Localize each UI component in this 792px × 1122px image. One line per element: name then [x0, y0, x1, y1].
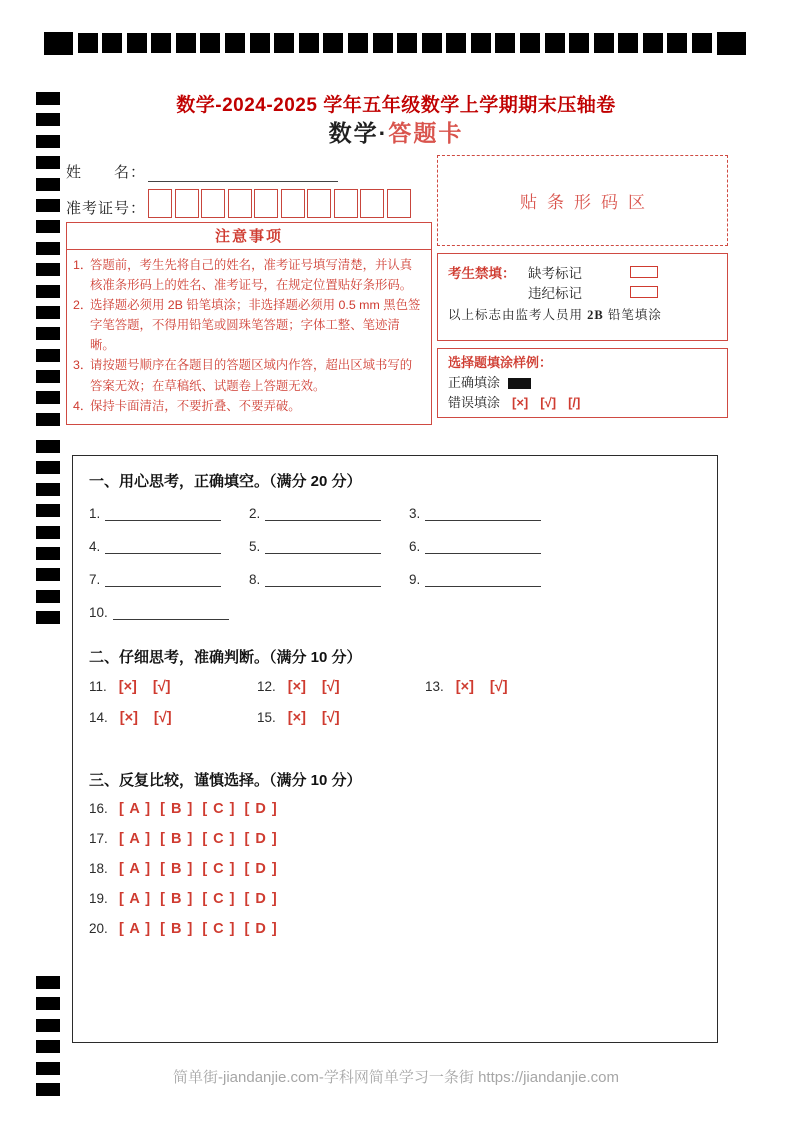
question-number: 1.	[89, 506, 101, 521]
judge-cross-option[interactable]: [×]	[287, 678, 306, 695]
timing-mark	[36, 391, 60, 404]
registration-mark	[643, 33, 663, 53]
answer-blank[interactable]	[105, 539, 221, 554]
timing-mark	[36, 526, 60, 539]
registration-mark	[545, 33, 565, 53]
name-input-line[interactable]	[148, 164, 338, 182]
exam-id-box[interactable]	[228, 189, 252, 218]
violation-mark-box[interactable]	[630, 286, 658, 298]
judge-check-option[interactable]: [√]	[152, 678, 171, 695]
registration-mark	[397, 33, 417, 53]
examiner-only-box	[437, 253, 728, 341]
correct-fill-row	[448, 373, 717, 393]
fill-blank-item	[249, 504, 409, 521]
answer-card-label: 答题卡	[388, 120, 464, 146]
option-a[interactable]: [ A ]	[119, 860, 152, 877]
notice-item-text: 保持卡面清洁，不要折叠、不要弄破。	[90, 398, 301, 413]
timing-mark	[36, 156, 60, 169]
answer-blank[interactable]	[425, 506, 541, 521]
answer-blank[interactable]	[105, 506, 221, 521]
registration-marks-row	[44, 31, 746, 55]
judge-check-option[interactable]: [√]	[321, 709, 340, 726]
answer-blank[interactable]	[265, 572, 381, 587]
question-number: 20.	[89, 921, 108, 936]
exam-id-box[interactable]	[334, 189, 358, 218]
examiner-only-title: 考生禁填：	[448, 266, 516, 281]
section2-heading: 二、仔细思考，准确判断。（满分 10 分）	[89, 649, 362, 666]
choice-item	[89, 920, 717, 937]
option-a[interactable]: [ A ]	[119, 830, 152, 847]
judge-cross-option[interactable]: [×]	[287, 709, 306, 726]
registration-mark	[667, 33, 687, 53]
timing-mark	[36, 976, 60, 989]
registration-mark	[618, 33, 638, 53]
timing-mark	[36, 199, 60, 212]
timing-mark	[36, 349, 60, 362]
timing-mark	[36, 220, 60, 233]
name-label: 姓 名：	[66, 164, 147, 181]
answer-blank[interactable]	[425, 572, 541, 587]
judge-check-option[interactable]: [√]	[153, 709, 172, 726]
judge-item	[89, 710, 257, 726]
exam-id-box[interactable]	[307, 189, 331, 218]
option-d[interactable]: [ D ]	[244, 890, 278, 907]
notice-item-text: 请按题号顺序在各题目的答题区域内作答，超出区域书写的答案无效；在草稿纸、试题卷上答题无效。	[90, 358, 413, 393]
question-number: 8.	[249, 572, 261, 587]
option-d[interactable]: [ D ]	[244, 830, 278, 847]
fill-blank-item	[249, 570, 409, 587]
timing-mark	[36, 568, 60, 581]
judge-item	[89, 679, 257, 695]
timing-mark	[36, 327, 60, 340]
absent-mark-box[interactable]	[630, 266, 658, 278]
question-number: 18.	[89, 861, 108, 876]
registration-mark	[422, 33, 442, 53]
option-c[interactable]: [ C ]	[202, 920, 236, 937]
fill-blank-item	[409, 504, 569, 521]
exam-id-box[interactable]	[201, 189, 225, 218]
registration-mark	[274, 33, 294, 53]
option-c[interactable]: [ C ]	[202, 830, 236, 847]
registration-mark	[299, 33, 319, 53]
blank-row	[89, 603, 717, 620]
student-info	[66, 161, 411, 225]
option-d[interactable]: [ D ]	[244, 860, 278, 877]
judge-row	[89, 678, 717, 695]
notice-item-number: 4．	[73, 398, 93, 413]
timing-mark	[36, 504, 60, 517]
registration-mark	[520, 33, 540, 53]
answer-blank[interactable]	[105, 572, 221, 587]
option-b[interactable]: [ B ]	[160, 800, 194, 817]
option-d[interactable]: [ D ]	[244, 800, 278, 817]
timing-mark	[36, 483, 60, 496]
question-number: 15.	[257, 710, 276, 725]
exam-id-box[interactable]	[387, 189, 411, 218]
registration-mark	[44, 32, 73, 55]
choice-item	[89, 830, 717, 847]
question-number: 14.	[89, 710, 108, 725]
correct-fill-label: 正确填涂	[448, 375, 501, 391]
registration-mark	[348, 33, 368, 53]
exam-id-box[interactable]	[254, 189, 278, 218]
notice-item	[73, 396, 423, 416]
card-title	[0, 115, 792, 148]
barcode-paste-area[interactable]	[437, 155, 728, 246]
exam-id-row	[66, 189, 411, 218]
wrong-fill-sample-check: [√]	[540, 395, 557, 411]
question-number: 16.	[89, 801, 108, 816]
question-number: 2.	[249, 506, 261, 521]
judge-check-option[interactable]: [√]	[489, 678, 508, 695]
fill-blank-item	[89, 537, 249, 554]
notice-item-number: 2．	[73, 298, 93, 313]
choice-item	[89, 800, 717, 817]
registration-mark	[495, 33, 515, 53]
answer-blank[interactable]	[265, 539, 381, 554]
blank-row	[89, 537, 717, 554]
option-a[interactable]: [ A ]	[119, 920, 152, 937]
notice-item-number: 1．	[73, 258, 93, 272]
timing-mark	[36, 242, 60, 255]
examiner-note-pencil: 2B	[587, 308, 604, 322]
question-number: 6.	[409, 539, 421, 554]
timing-mark	[36, 1019, 60, 1032]
exam-id-boxes[interactable]	[148, 189, 411, 218]
timing-mark	[36, 306, 60, 319]
registration-mark	[78, 33, 98, 53]
registration-mark	[200, 33, 220, 53]
notice-title: 注意事项	[67, 223, 431, 250]
exam-id-box[interactable]	[175, 189, 199, 218]
section3-heading: 三、反复比较，谨慎选择。（满分 10 分）	[89, 772, 362, 789]
notice-item-number: 3．	[73, 358, 93, 373]
exam-id-box[interactable]	[148, 189, 172, 218]
exam-id-label: 准考证号：	[66, 200, 147, 217]
question-number: 19.	[89, 891, 108, 906]
wrong-fill-sample-cross: [×]	[512, 395, 529, 411]
examiner-note-text: 以上标志由监考人员用	[448, 308, 584, 322]
question-number: 17.	[89, 831, 108, 846]
question-number: 5.	[249, 539, 261, 554]
choice-item	[89, 860, 717, 877]
question-number: 3.	[409, 506, 421, 521]
registration-mark	[127, 33, 147, 53]
registration-mark	[471, 33, 491, 53]
subject-label: 数学	[328, 120, 379, 146]
question-number: 4.	[89, 539, 101, 554]
timing-mark	[36, 461, 60, 474]
fill-sample-title: 选择题填涂样例：	[448, 355, 553, 370]
barcode-area-label: 贴条形码区	[520, 193, 655, 212]
timing-mark	[36, 263, 60, 276]
choice-item	[89, 890, 717, 907]
notice-items	[67, 250, 431, 416]
judge-item	[257, 710, 425, 726]
timing-mark	[36, 1040, 60, 1053]
registration-mark	[250, 33, 270, 53]
option-b[interactable]: [ B ]	[160, 860, 194, 877]
registration-mark	[692, 33, 712, 53]
fill-blank-item	[89, 504, 249, 521]
wrong-fill-row	[448, 393, 717, 413]
blank-row	[89, 504, 717, 521]
question-number: 10.	[89, 605, 108, 620]
fill-blank-item	[409, 537, 569, 554]
timing-mark	[36, 590, 60, 603]
answer-area-box	[72, 455, 718, 1043]
answer-blank[interactable]	[425, 539, 541, 554]
option-d[interactable]: [ D ]	[244, 920, 278, 937]
fill-sample-box	[437, 348, 728, 418]
registration-mark	[717, 32, 746, 55]
judge-cross-option[interactable]: [×]	[455, 678, 474, 695]
option-a[interactable]: [ A ]	[119, 800, 152, 817]
timing-mark	[36, 440, 60, 453]
violation-mark-label: 违纪标记	[528, 286, 582, 301]
judge-check-option[interactable]: [√]	[321, 678, 340, 695]
registration-mark	[102, 33, 122, 53]
judge-cross-option[interactable]: [×]	[119, 709, 138, 726]
examiner-note	[448, 305, 717, 323]
fill-blank-item	[89, 603, 249, 620]
footer-watermark: 简单街-jiandanjie.com-学科网简单学习一条街 https://jiandanjie.com	[173, 1069, 619, 1086]
question-number: 12.	[257, 679, 276, 694]
notice-box	[66, 222, 432, 425]
registration-mark	[446, 33, 466, 53]
notice-item	[73, 355, 423, 395]
option-c[interactable]: [ C ]	[202, 890, 236, 907]
correct-fill-sample-mark	[508, 378, 531, 389]
judge-item	[425, 679, 593, 695]
exam-id-box[interactable]	[281, 189, 305, 218]
absent-mark-label: 缺考标记	[528, 266, 582, 281]
timing-mark	[36, 997, 60, 1010]
judge-cross-option[interactable]: [×]	[118, 678, 137, 695]
fill-blank-item	[409, 570, 569, 587]
exam-id-box[interactable]	[360, 189, 384, 218]
examiner-note-text: 铅笔填涂	[607, 308, 662, 322]
judge-item	[257, 679, 425, 695]
section1-heading: 一、用心思考，正确填空。（满分 20 分）	[89, 473, 362, 490]
timing-mark	[36, 370, 60, 383]
name-row	[66, 161, 411, 182]
option-a[interactable]: [ A ]	[119, 890, 152, 907]
wrong-fill-sample-slash: [/]	[568, 395, 581, 411]
fill-blank-item	[89, 570, 249, 587]
registration-mark	[594, 33, 614, 53]
registration-mark	[225, 33, 245, 53]
timing-mark	[36, 413, 60, 426]
answer-blank[interactable]	[113, 605, 229, 620]
registration-mark	[373, 33, 393, 53]
option-c[interactable]: [ C ]	[202, 800, 236, 817]
registration-mark	[323, 33, 343, 53]
judge-row	[89, 709, 717, 726]
timing-mark	[36, 178, 60, 191]
notice-item-text: 选择题必须用 2B 铅笔填涂；非选择题必须用 0.5 mm 黑色签字笔答题，不得用铅笔或圆珠笔答题；字体工整、笔迹清晰。	[90, 298, 421, 353]
notice-item	[73, 255, 423, 295]
notice-item-text: 答题前，考生先将自己的姓名，准考证号填写清楚，并认真核准条形码上的姓名、准考证号，在规定位置贴好条形码。	[90, 258, 413, 293]
option-b[interactable]: [ B ]	[160, 920, 194, 937]
notice-item	[73, 295, 423, 355]
question-number: 7.	[89, 572, 101, 587]
registration-mark	[176, 33, 196, 53]
registration-mark	[569, 33, 589, 53]
option-c[interactable]: [ C ]	[202, 860, 236, 877]
absent-mark-row	[448, 262, 717, 282]
registration-mark	[151, 33, 171, 53]
fill-blank-item	[249, 537, 409, 554]
timing-marks-column-group2	[36, 440, 60, 633]
timing-mark	[36, 611, 60, 624]
timing-mark	[36, 285, 60, 298]
timing-mark	[36, 547, 60, 560]
violation-mark-row	[528, 282, 717, 302]
blank-row	[89, 570, 717, 587]
title-separator: ·	[378, 120, 389, 146]
exam-title: 数学-2024-2025 学年五年级数学上学期期末压轴卷	[176, 95, 616, 116]
question-number: 13.	[425, 679, 444, 694]
answer-blank[interactable]	[265, 506, 381, 521]
option-b[interactable]: [ B ]	[160, 830, 194, 847]
wrong-fill-label: 错误填涂	[448, 395, 501, 411]
question-number: 9.	[409, 572, 421, 587]
question-number: 11.	[89, 679, 107, 694]
option-b[interactable]: [ B ]	[160, 890, 194, 907]
